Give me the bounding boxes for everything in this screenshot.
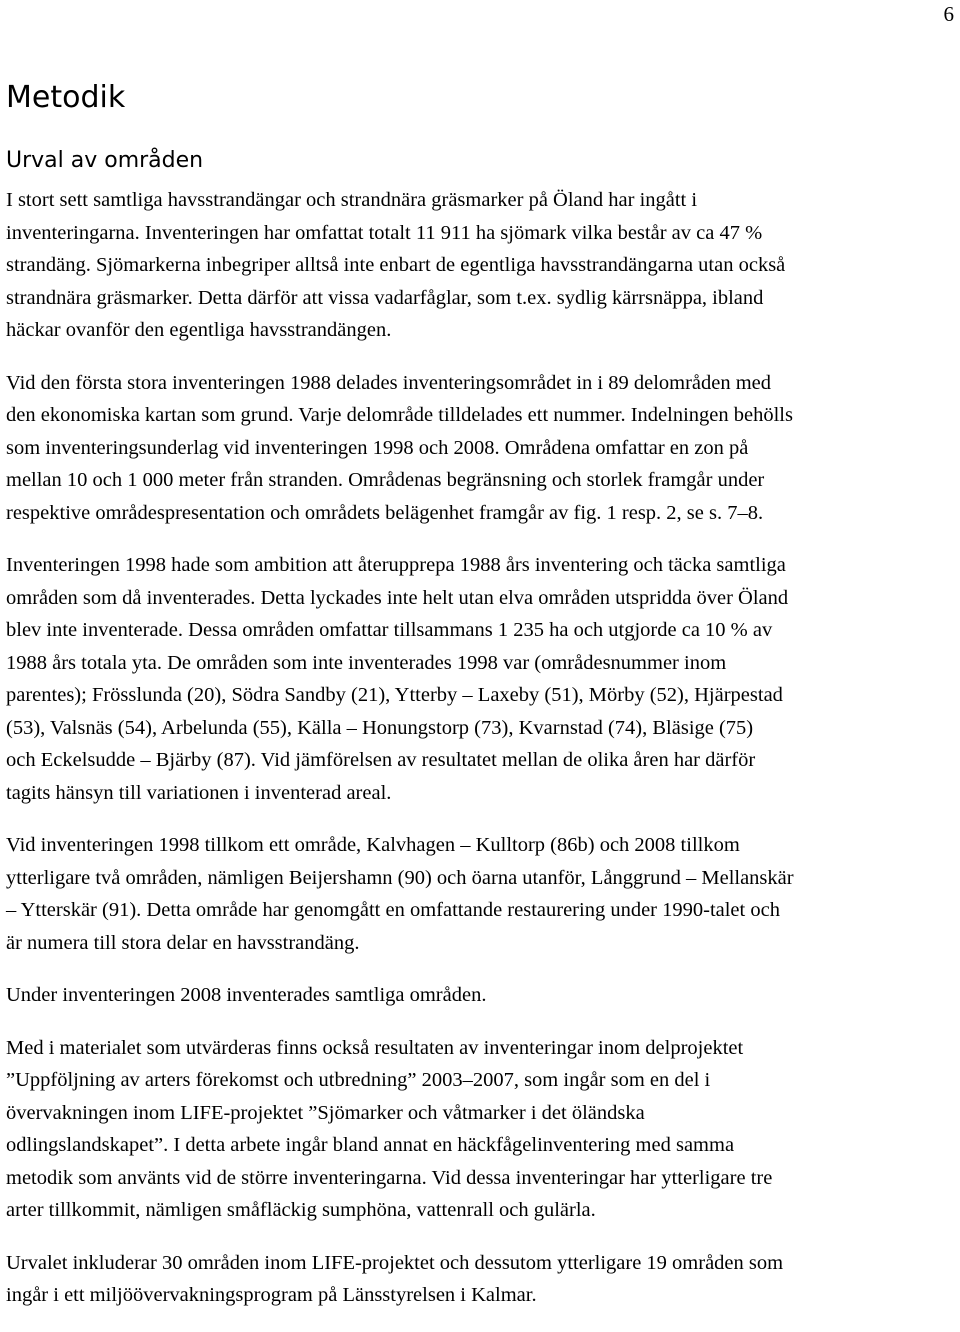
text-line: 1988 års totala yta. De områden som inte inventerades 1998 var (områdesnummer inom	[6, 651, 727, 674]
text-line: blev inte inventerade. Dessa områden omfattar tillsammans 1 235 ha och utgjorde ca 10 % av	[6, 619, 773, 641]
text-line: övervakningen inom LIFE-projektet ”Sjömarker och våtmarker i det öländska	[6, 1101, 645, 1124]
text-line: – Ytterskär (91). Detta område har genomgått en omfattande restaurering under 1990-talet och	[6, 899, 780, 921]
text-line: I stort sett samtliga havsstrandängar och strandnära gräsmarker på Öland har ingått i	[6, 189, 698, 211]
paragraph-4	[6, 829, 956, 959]
text-line: ingår i ett miljöövervakningsprogram på Länsstyrelsen i Kalmar.	[6, 1284, 537, 1306]
text-line: områden som då inventerades. Detta lyckades inte helt utan elva områden utspridda över Öland	[6, 586, 789, 609]
body-text	[6, 184, 956, 1332]
text-line: häckar ovanför den egentliga havsstrandängen.	[6, 319, 392, 341]
text-line: och Eckelsudde – Bjärby (87). Vid jämförelsen av resultatet mellan de olika åren har därför	[6, 749, 756, 771]
text-line: strandnära gräsmarker. Detta därför att vissa vadarfåglar, som t.ex. sydlig kärrsnäppa, ibland	[6, 286, 764, 309]
paragraph-5	[6, 979, 956, 1012]
text-line: strandäng. Sjömarkerna inbegriper alltså inte enbart de egentliga havsstrandängarna utan också	[6, 254, 786, 276]
text-line: mellan 10 och 1 000 meter från stranden. Områdenas begränsning och storlek framgår under	[6, 469, 765, 491]
text-line: Vid inventeringen 1998 tillkom ett område, Kalvhagen – Kulltorp (86b) och 2008 tillkom	[6, 834, 740, 856]
text-line: Inventeringen 1998 hade som ambition att återupprepa 1988 års inventering och täcka samtliga	[6, 554, 786, 576]
page-number: 6	[943, 2, 954, 26]
paragraph-1	[6, 184, 956, 347]
text-line: arter tillkommit, nämligen småfläckig sumphöna, vattenrall och gulärla.	[6, 1199, 596, 1221]
text-line: parentes); Frösslunda (20), Södra Sandby (21), Ytterby – Laxeby (51), Mörby (52), Hjärpestad	[6, 684, 783, 706]
text-line: inventeringarna. Inventeringen har omfattat totalt 11 911 ha sjömark vilka består av ca 47 %	[6, 221, 763, 244]
text-line: tagits hänsyn till variationen i inventerad areal.	[6, 781, 392, 804]
paragraph-3	[6, 549, 956, 809]
text-line: odlingslandskapet”. I detta arbete ingår bland annat en häckfågelinventering med samma	[6, 1134, 735, 1156]
paragraph-2	[6, 367, 956, 530]
text-line: Vid den första stora inventeringen 1988 delades inventeringsområdet in i 89 delområden med	[6, 371, 772, 394]
paragraph-6	[6, 1032, 956, 1227]
paragraph-7	[6, 1247, 956, 1312]
text-line: respektive områdespresentation och områdets belägenhet framgår av fig. 1 resp. 2, se s. 7–8.	[6, 501, 764, 524]
text-line: den ekonomiska kartan som grund. Varje delområde tilldelades ett nummer. Indelningen behölls	[6, 404, 793, 426]
text-line: (53), Valsnäs (54), Arbelunda (55), Källa – Honungstorp (73), Kvarnstad (74), Bläsige (75)	[6, 716, 754, 739]
text-line: är numera till stora delar en havsstrandäng.	[6, 931, 360, 954]
text-line: ytterligare två områden, nämligen Beijershamn (90) och öarna utanför, Långgrund – Mellanskär	[6, 866, 794, 889]
text-line: som inventeringsunderlag vid inventeringen 1998 och 2008. Områdena omfattar en zon på	[6, 436, 749, 459]
text-line: ”Uppföljning av arters förekomst och utbredning” 2003–2007, som ingår som en del i	[6, 1069, 711, 1091]
text-line: Med i materialet som utvärderas finns också resultaten av inventeringar inom delprojektet	[6, 1036, 744, 1059]
subsection-heading: Urval av områden	[6, 148, 204, 173]
text-line: Urvalet inkluderar 30 områden inom LIFE-projektet och dessutom ytterligare 19 områden som	[6, 1251, 784, 1274]
text-line: Under inventeringen 2008 inventerades samtliga områden.	[6, 984, 487, 1006]
section-heading: Metodik	[6, 80, 126, 115]
text-line: metodik som använts vid de större inventeringarna. Vid dessa inventeringar har ytterligare tre	[6, 1166, 773, 1189]
